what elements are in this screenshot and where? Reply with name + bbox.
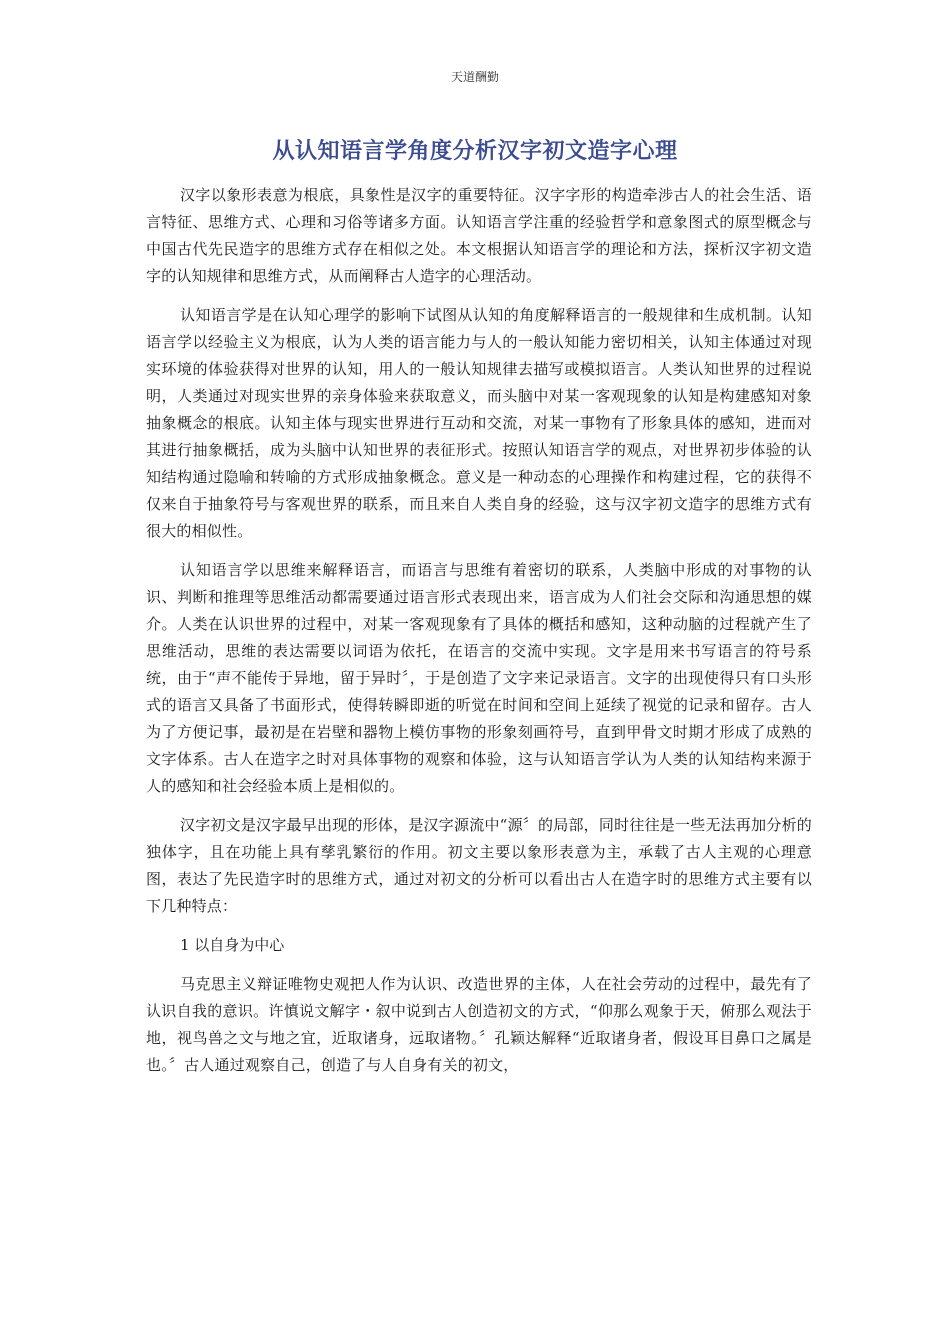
section-heading-1: 1 以自身为中心 bbox=[180, 936, 285, 954]
paragraph-section-1: 马克思主义辩证唯物史观把人作为认识、改造世界的主体，人在社会劳动的过程中，最先有了认识自我的意识。许慎说文解字・叙中说到古人创造初文的方式，“仰那么观象于天，俯那么观法于地，视鸟兽之文与地之宜，近取诸身，远取诸物。〞孔颖达解释“近取诸身者，假设耳目鼻口之属是也。〞古人通过观察自己，创造了与人自身有关的初文， bbox=[146, 975, 812, 1074]
paragraph-cognitive-linguistics: 认知语言学是在认知心理学的影响下试图从认知的角度解释语言的一般规律和生成机制。认知语言学以经验主义为根底，认为人类的语言能力与人的一般认知能力密切相关，认知主体通过对现实环境的体验获得对世界的认知，用人的一般认知规律去描写或模拟语言。人类认知世界的过程说明，人类通过对现实世界的亲身体验来获取意义，而头脑中对某一客观现象的认知是构建感知对象抽象概念的根底。认知主体与现实世界进行互动和交流，对某一事物有了形象具体的感知，进而对其进行抽象概括，成为头脑中认知世界的表征形式。按照认知语言学的观点，对世界初步体验的认知结构通过隐喻和转喻的方式形成抽象概念。意义是一种动态的心理操作和构建过程，它的获得不仅来自于抽象符号与客观世界的联系，而且来自人类自身的经验，这与汉字初文造字的思维方式有很大的相似性。 bbox=[146, 306, 812, 540]
paragraph-language-and-thought: 认知语言学以思维来解释语言，而语言与思维有着密切的联系，人类脑中形成的对事物的认识、判断和推理等思维活动都需要通过语言形式表现出来，语言成为人们社会交际和沟通思想的媒介。人类在认识世界的过程中，对某一客观现象有了具体的概括和感知，这种动脑的过程就产生了思维活动，思维的表达需要以词语为依托，在语言的交流中实现。文字是用来书写语言的符号系统，由于“声不能传于异地，留于异时〞，于是创造了文字来记录语言。文字的出现使得只有口头形式的语言又具备了书面形式，使得转瞬即逝的听觉在时间和空间上延续了视觉的记录和留存。古人为了方便记事，最初是在岩壁和器物上模仿事物的形象刻画符号，直到甲骨文时期才形成了成熟的文字体系。古人在造字之时对具体事物的观察和体验，这与认知语言学认为人类的认知结构来源于人的感知和社会经验本质上是相似的。 bbox=[146, 561, 812, 795]
running-head: 天道酬勤 bbox=[450, 70, 499, 84]
document-body bbox=[146, 182, 812, 1091]
paragraph-initial-characters: 汉字初文是汉字最早出现的形体，是汉字源流中“源〞的局部，同时往往是一些无法再加分析的独体字，且在功能上具有孳乳繁衍的作用。初文主要以象形表意为主，承载了古人主观的心理意图，表达了先民造字时的思维方式，通过对初文的分析可以看出古人在造字时的思维方式主要有以下几种特点： bbox=[146, 816, 812, 915]
document-title: 从认知语言学角度分析汉字初文造字心理 bbox=[272, 139, 678, 164]
paragraph-intro: 汉字以象形表意为根底，具象性是汉字的重要特征。汉字字形的构造牵涉古人的社会生活、语言特征、思维方式、心理和习俗等诸多方面。认知语言学注重的经验哲学和意象图式的原型概念与中国古代先民造字的思维方式存在相似之处。本文根据认知语言学的理论和方法，探析汉字初文造字的认知规律和思维方式，从而阐释古人造字的心理活动。 bbox=[146, 186, 812, 285]
